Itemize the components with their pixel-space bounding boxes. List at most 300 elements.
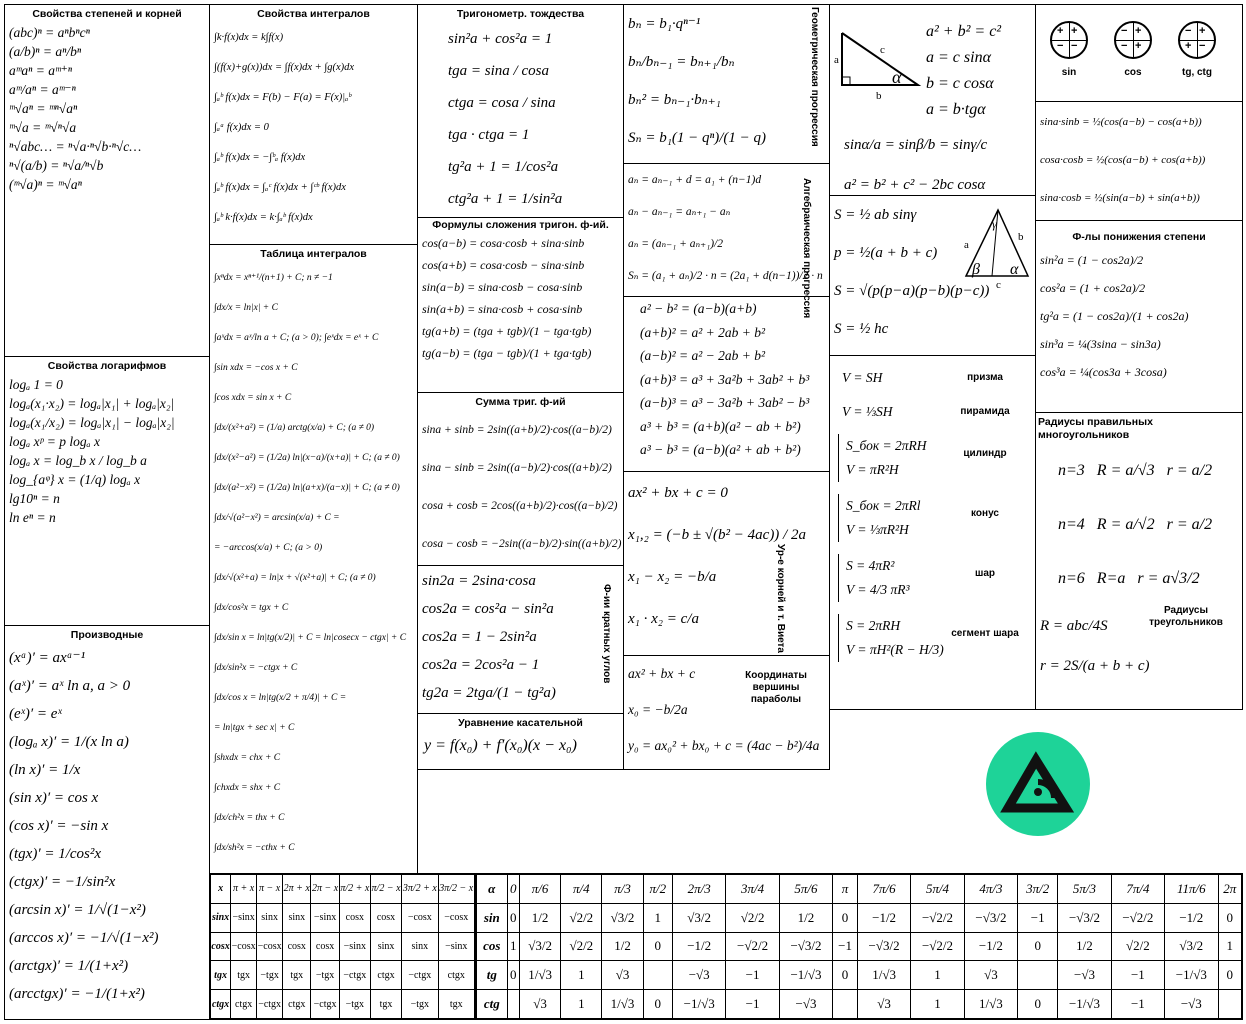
values-cell: −1: [1018, 903, 1058, 932]
quad-formula: x₁ − x₂ = −b/a: [628, 569, 717, 585]
reduction-cell: ctgx: [211, 990, 231, 1019]
values-cell: √2/2: [561, 903, 602, 932]
reduction-cell: −cosx: [231, 932, 257, 961]
quad-block: [623, 471, 830, 656]
products-formula: cosa·cosb = ½(cos(a−b) + cos(a+b)): [1040, 154, 1206, 166]
values-cell: √3: [602, 961, 643, 990]
solids-block: [829, 355, 1036, 710]
quad-formula: x₁,₂ = (−b ± √(b² − 4ac)) / 2a: [628, 527, 806, 543]
values-cell: [507, 990, 519, 1019]
values-cell: 1: [643, 903, 672, 932]
reduction-row: [211, 903, 475, 932]
derivs-list: [5, 644, 209, 1008]
intprops-formula: ∫ₐᵇ f(x)dx = −∫ᵇₐ f(x)dx: [214, 152, 306, 163]
derivs-formula: (arccos x)′ = −1/√(1−x²): [9, 930, 159, 946]
solid-row: [830, 362, 1035, 396]
arith-formula: aₙ = (aₙ₋₁ + aₙ₊₁)/2: [628, 238, 723, 250]
tangent-title: Уравнение касательной: [458, 717, 583, 729]
sums-formula: sina − sinb = 2sin((a−b)/2)·cos((a+b)/2): [422, 462, 612, 474]
right-triangle-diagram: [834, 23, 928, 102]
values-cell: −√3: [1058, 961, 1111, 990]
sums-title: Сумма триг. ф-ий: [475, 396, 566, 408]
reduction-cell: −ctgx: [257, 990, 283, 1019]
abbrev-formula: (a+b)³ = a³ + 3a²b + 3ab² + b³: [640, 371, 810, 387]
tri-label-c: c: [996, 279, 1001, 291]
trigid-title: Тригонометр. тождества: [456, 8, 585, 20]
solid-formula: V = πH²(R − H/3): [846, 642, 944, 657]
powers-formula: (abc)ⁿ = aⁿbⁿcⁿ: [9, 25, 90, 40]
reduction-cell: x: [211, 875, 231, 904]
inttable-formula: ∫dx/x = ln|x| + C: [214, 303, 278, 313]
values-cell: 0: [833, 903, 858, 932]
values-row: [477, 875, 1242, 904]
values-cell: −√3: [1165, 990, 1218, 1019]
values-cell: √3: [964, 961, 1017, 990]
values-cell: √2/2: [726, 903, 779, 932]
polygons-formula: n=4 R = a/√2 r = a/2: [1058, 516, 1213, 533]
reduction-cell: ctgx: [370, 961, 401, 990]
geom-formula: Sₙ = b₁(1 − qⁿ)/(1 − q): [628, 130, 767, 146]
values-cell: −√2/2: [726, 932, 779, 961]
right-tri-label-a: a: [834, 54, 839, 66]
reduction-cell: ctgx: [231, 990, 257, 1019]
sign-mark: +: [1057, 25, 1064, 37]
tangent-block: [417, 713, 624, 770]
reduce-formula: cos³a = ¼(cos3a + 3cosa): [1040, 365, 1167, 379]
addition-formula: cos(a−b) = cosa·cosb + sina·sinb: [422, 236, 585, 250]
values-cell: [1218, 990, 1242, 1019]
sign-label: cos: [1124, 67, 1142, 78]
trigid-formula: tga · ctga = 1: [448, 127, 530, 143]
tri-label-a: a: [964, 239, 969, 251]
values-cell: −1: [1111, 961, 1164, 990]
tri-label-b: b: [1018, 231, 1024, 243]
area-formula: p = ½(a + b + c): [834, 245, 938, 261]
derivs-formula: (cos x)′ = −sin x: [9, 818, 109, 834]
logs-formula: logₐ xᵖ = p logₐ x: [9, 434, 100, 449]
values-row: [477, 932, 1242, 961]
powers-title: Свойства степеней и корней: [32, 8, 182, 20]
values-cell: 2π: [1218, 875, 1242, 904]
intprops-formula: ∫ₐᵇ f(x)dx = ∫ₐᶜ f(x)dx + ∫ᶜᵇ f(x)dx: [214, 182, 346, 193]
values-cell: 0: [643, 990, 672, 1019]
intprops-formula: ∫k·f(x)dx = k∫f(x): [214, 32, 284, 43]
inttable-formula: ∫dx/cos²x = tgx + C: [214, 603, 289, 613]
reduction-cell: tgx: [370, 990, 401, 1019]
values-cell: −1: [1111, 990, 1164, 1019]
law-formula: a² = b² + c² − 2bc cosα: [844, 177, 986, 193]
signs-block: [1035, 4, 1243, 102]
arith-formula: aₙ = aₙ₋₁ + d = a₁ + (n−1)d: [628, 174, 762, 186]
solid-name: сегмент шара: [951, 628, 1019, 639]
values-cell: −√3/2: [1058, 903, 1111, 932]
reduction-cell: −cosx: [438, 903, 474, 932]
addition-formula: tg(a−b) = (tga − tgb)/(1 + tga·tgb): [422, 346, 592, 360]
intprops-formula: ∫ₐᵇ f(x)dx = F(b) − F(a) = F(x)|ₐᵇ: [214, 92, 352, 103]
inttable-formula: ∫cos xdx = sin x + C: [214, 393, 292, 403]
solid-formula: S = 2πRH: [846, 618, 901, 633]
products-formula: sina·sinb = ½(cos(a−b) − cos(a+b)): [1040, 116, 1202, 128]
powers-formula: ⁿ√abc… = ⁿ√a·ⁿ√b·ⁿ√c…: [9, 139, 142, 154]
sign-mark: +: [1135, 40, 1142, 52]
trigid-formula: ctg²a + 1 = 1/sin²a: [448, 191, 563, 207]
reduction-cell: tgx: [438, 990, 474, 1019]
solid-row: [830, 396, 1035, 430]
reduction-cell: sinx: [257, 903, 283, 932]
sign-mark: −: [1071, 40, 1078, 52]
right-formula: a = b·tgα: [926, 101, 986, 118]
multiple-title: Ф-ии кратных углов: [601, 584, 612, 684]
polygons-title: Радиусы правильных многоугольников: [1038, 416, 1153, 441]
sign-mark: +: [1071, 25, 1078, 37]
sign-label: sin: [1061, 67, 1077, 78]
values-cell: 5π/3: [1058, 875, 1111, 904]
sign-mark: +: [1199, 25, 1206, 37]
area-formula: S = ½ ab sinγ: [834, 207, 917, 223]
geom-list: [624, 5, 829, 157]
reduction-row: [211, 990, 475, 1019]
abbrev-formula: a³ + b³ = (a+b)(a² − ab + b²): [640, 418, 801, 434]
sign-circle: [1178, 21, 1216, 59]
abbrev-formula: (a−b)² = a² − 2ab + b²: [640, 348, 766, 363]
quad-formula: ax² + bx + c = 0: [628, 485, 728, 501]
values-row: [477, 961, 1242, 990]
powers-formula: ᵐ√a = ᵐ√ⁿ√a: [9, 120, 77, 135]
multiple-formula: cos2a = cos²a − sin²a: [422, 601, 554, 617]
reduction-cell: cosx: [211, 932, 231, 961]
tangent-formula: y = f(x₀) + f′(x₀)(x − x₀): [424, 737, 577, 754]
values-cell: √3/2: [520, 932, 561, 961]
values-cell: 0: [507, 961, 519, 990]
inttable-formula: ∫dx/sin²x = −ctgx + C: [214, 663, 298, 673]
trigid-list: [418, 23, 623, 215]
intprops-formula: ∫ₐᵇ k·f(x)dx = k·∫ₐᵇ f(x)dx: [214, 212, 313, 223]
sign-mark: −: [1057, 40, 1064, 52]
solid-formula: V = πR²H: [846, 462, 899, 477]
sums-block: [417, 392, 624, 566]
values-cell: [833, 990, 858, 1019]
reduction-cell: cosx: [311, 932, 339, 961]
values-table-block: [475, 873, 1243, 1020]
reduction-cell: sinx: [402, 932, 438, 961]
inttable-formula: ∫shxdx = chx + C: [214, 753, 281, 763]
polygons-block: [1035, 412, 1243, 710]
inttable-formula: ∫dx/ch²x = thx + C: [214, 813, 285, 823]
trigid-formula: tg²a + 1 = 1/cos²a: [448, 159, 559, 175]
values-cell: 0: [1018, 932, 1058, 961]
derivs-formula: (logₐ x)′ = 1/(x ln a): [9, 734, 129, 750]
values-cell: 1: [911, 961, 964, 990]
inttable-formula: ∫dx/cos x = ln|tg(x/2 + π/4)| + C =: [214, 693, 347, 703]
values-cell: √3: [520, 990, 561, 1019]
intprops-title: Свойства интегралов: [257, 8, 370, 20]
vertex-formula: y₀ = ax₀² + bx₀ + c = (4ac − b²)/4a: [628, 738, 820, 753]
multiple-formula: tg2a = 2tga/(1 − tg²a): [422, 685, 556, 701]
derivs-formula: (ln x)′ = 1/x: [9, 762, 81, 778]
solid-formula: V = SH: [842, 370, 883, 385]
law-list: [840, 125, 987, 205]
inttable-formula: ∫dx/(x²+a²) = (1/a) arctg(x/a) + C; (a ≠ 0): [214, 423, 375, 433]
arith-title: Алгебраическая прогрессия: [801, 178, 812, 319]
reduce-title: Ф-лы понижения степени: [1072, 231, 1206, 243]
multiple-formula: cos2a = 1 − 2sin²a: [422, 629, 537, 645]
values-cell: √2/2: [561, 932, 602, 961]
values-cell: −1/2: [672, 932, 725, 961]
powers-block: [4, 4, 210, 357]
sign-mark: +: [1185, 40, 1192, 52]
values-cell: −1/2: [1165, 903, 1218, 932]
reduction-cell: −cosx: [257, 932, 283, 961]
values-cell: π: [833, 875, 858, 904]
reduction-cell: −tgx: [402, 990, 438, 1019]
reduction-cell: −sinx: [339, 932, 370, 961]
inttable-formula: ∫aˣdx = aˣ/ln a + C; (a > 0); ∫eˣdx = eˣ + C: [214, 333, 379, 343]
geom-formula: bₙ² = bₙ₋₁·bₙ₊₁: [628, 92, 721, 108]
inttable-formula: = ln|tgx + sec x| + C: [214, 723, 295, 733]
polygons-list: [1036, 444, 1242, 606]
tri-label-gamma: γ: [992, 217, 997, 231]
reduction-row: [211, 961, 475, 990]
right-formula: a² + b² = c²: [926, 23, 1002, 40]
powers-formula: (ᵐ√a)ⁿ = ᵐ√aⁿ: [9, 177, 82, 192]
arith-list: [624, 164, 829, 292]
values-cell: tg: [477, 961, 508, 990]
law-formula: sinα/a = sinβ/b = sinγ/c: [844, 137, 988, 153]
reduce-formula: cos²a = (1 + cos2a)/2: [1040, 281, 1146, 295]
reduction-cell: −sinx: [311, 903, 339, 932]
reduction-cell: π − x: [257, 875, 283, 904]
values-cell: 1/2: [602, 932, 643, 961]
solid-row: [830, 430, 1035, 490]
logs-formula: log_{aᵠ} x = (1/q) logₐ x: [9, 472, 141, 487]
values-cell: 1/√3: [602, 990, 643, 1019]
values-cell: α: [477, 875, 508, 904]
solid-row: [830, 490, 1035, 550]
derivs-formula: (arcsin x)′ = 1/√(1−x²): [9, 902, 146, 918]
values-cell: 7π/6: [857, 875, 910, 904]
reduction-cell: −tgx: [339, 990, 370, 1019]
intprops-formula: ∫(f(x)+g(x))dx = ∫f(x)dx + ∫g(x)dx: [214, 62, 355, 73]
polygons-formula: n=3 R = a/√3 r = a/2: [1058, 462, 1213, 479]
powers-list: [5, 23, 209, 194]
values-cell: 2π/3: [672, 875, 725, 904]
values-cell: −1/2: [964, 932, 1017, 961]
multiple-block: [417, 565, 624, 714]
values-cell: 1/√3: [520, 961, 561, 990]
solid-name: призма: [967, 372, 1003, 383]
reduction-cell: sinx: [211, 903, 231, 932]
addition-block: [417, 217, 624, 393]
addition-title: Формулы сложения тригон. ф-ий.: [432, 219, 609, 231]
values-cell: π/6: [520, 875, 561, 904]
logs-formula: ln eⁿ = n: [9, 510, 56, 525]
values-cell: −1: [726, 961, 779, 990]
derivs-block: [4, 625, 210, 1020]
solid-formula: V = ⅓πR²H: [846, 522, 909, 537]
addition-formula: cos(a+b) = cosa·cosb − sina·sinb: [422, 258, 585, 272]
sums-formula: cosa − cosb = −2sin((a−b)/2)·sin((a+b)/2): [422, 538, 622, 550]
solid-formula: V = 4/3 πR³: [846, 582, 910, 597]
tri-label-alpha: α: [1010, 261, 1019, 278]
values-row: [477, 990, 1242, 1019]
values-cell: −√3/2: [964, 903, 1017, 932]
reduction-cell: cosx: [339, 903, 370, 932]
values-cell: [1018, 961, 1058, 990]
sums-list: [418, 411, 623, 563]
inttable-list: [210, 263, 417, 863]
logs-formula: logₐ(x₁·x₂) = logₐ|x₁| + logₐ|x₂|: [9, 396, 175, 411]
values-cell: π/3: [602, 875, 643, 904]
values-cell: 4π/3: [964, 875, 1017, 904]
solid-formula: S = 4πR²: [846, 558, 895, 573]
intprops-formula: ∫ₐᵃ f(x)dx = 0: [214, 122, 269, 133]
reduction-cell: 3π/2 − x: [438, 875, 474, 904]
inttable-title: Таблица интегралов: [260, 248, 367, 260]
reduction-table: [210, 874, 475, 1019]
values-cell: −√2/2: [911, 932, 964, 961]
inttable-formula: ∫xⁿdx = xⁿ⁺¹/(n+1) + C; n ≠ −1: [214, 273, 333, 283]
values-cell: 1: [561, 990, 602, 1019]
inttable-formula: ∫dx/√(x²+a) = ln|x + √(x²+a)| + C; (a ≠ 0): [214, 573, 376, 583]
reduction-cell: −ctgx: [402, 961, 438, 990]
right-triangle-block: [829, 4, 1036, 196]
reduction-cell: π + x: [231, 875, 257, 904]
values-cell: −1/√3: [1058, 990, 1111, 1019]
values-cell: 1/√3: [857, 961, 910, 990]
sign-mark: −: [1199, 40, 1206, 52]
inttable-formula: = −arccos(x/a) + C; (a > 0): [214, 543, 323, 553]
solid-formula: V = ⅓SH: [842, 404, 893, 419]
vertex-formula: x₀ = −b/2a: [628, 702, 688, 717]
geom-block: [623, 4, 830, 164]
solid-row: [830, 610, 1035, 670]
geom-formula: bₙ = b₁·qⁿ⁻¹: [628, 16, 701, 32]
powers-formula: (a/b)ⁿ = aⁿ/bⁿ: [9, 44, 82, 59]
intprops-list: [210, 23, 417, 233]
trigid-formula: ctga = cosa / sina: [448, 95, 556, 111]
addition-formula: sin(a+b) = sina·cosb + cosa·sinb: [422, 302, 583, 316]
addition-list: [418, 232, 623, 364]
values-cell: 0: [1218, 903, 1242, 932]
logs-formula: logₐ 1 = 0: [9, 377, 63, 392]
triangle-diagram: [958, 204, 1034, 291]
reduce-formula: sin²a = (1 − cos2a)/2: [1040, 253, 1144, 267]
values-cell: 0: [1018, 990, 1058, 1019]
addition-formula: sin(a−b) = sina·cosb − cosa·sinb: [422, 280, 583, 294]
values-table: [476, 874, 1242, 1019]
sign-mark: −: [1185, 25, 1192, 37]
inttable-formula: ∫dx/√(a²−x²) = arcsin(x/a) + C =: [214, 513, 340, 523]
reduction-cell: −ctgx: [339, 961, 370, 990]
solid-name: пирамида: [960, 406, 1010, 417]
derivs-formula: (ctgx)′ = −1/sin²x: [9, 874, 116, 890]
quad-list: [624, 472, 829, 640]
derivs-formula: (sin x)′ = cos x: [9, 790, 99, 806]
inttable-formula: ∫dx/(a²−x²) = (1/2a) ln|(a+x)/(a−x)| + C; (a ≠ 0): [214, 483, 400, 493]
triangles-title: Радиусы треугольников: [1149, 605, 1223, 628]
values-cell: cos: [477, 932, 508, 961]
logs-title: Свойства логарифмов: [47, 360, 167, 372]
powers-formula: aᵐaⁿ = aᵐ⁺ⁿ: [9, 63, 72, 78]
derivs-formula: (arcctgx)′ = −1/(1+x²): [9, 986, 145, 1002]
reduction-row: [211, 875, 475, 904]
sign-mark: +: [1135, 25, 1142, 37]
logs-formula: logₐ(x₁/x₂) = logₐ|x₁| − logₐ|x₂|: [9, 415, 175, 430]
inttable-formula: ∫dx/sh²x = −cthx + C: [214, 843, 295, 853]
values-cell: √3: [857, 990, 910, 1019]
values-cell: −1: [833, 932, 858, 961]
reduction-cell: ctgx: [438, 961, 474, 990]
sign-mark: −: [1121, 25, 1128, 37]
solid-row: [830, 550, 1035, 610]
solid-name: цилиндр: [963, 448, 1007, 459]
geom-formula: bₙ/bₙ₋₁ = bₙ₊₁/bₙ: [628, 54, 735, 70]
powers-formula: ⁿ√(a/b) = ⁿ√a/ⁿ√b: [9, 158, 104, 173]
derivs-formula: (xᵃ)′ = axᵃ⁻¹: [9, 650, 86, 666]
values-cell: −√3: [779, 990, 832, 1019]
values-cell: π/4: [561, 875, 602, 904]
abbrev-formula: a² − b² = (a−b)(a+b): [640, 301, 757, 316]
reduction-cell: 2π + x: [283, 875, 311, 904]
reduction-cell: π/2 + x: [339, 875, 370, 904]
reduction-cell: −sinx: [231, 903, 257, 932]
abbrev-formula: (a−b)³ = a³ − 3a²b + 3ab² − b³: [640, 395, 810, 410]
values-cell: 11π/6: [1165, 875, 1218, 904]
reduction-cell: ctgx: [283, 990, 311, 1019]
values-cell: −√3: [672, 961, 725, 990]
values-cell: 5π/4: [911, 875, 964, 904]
values-cell: −1: [726, 990, 779, 1019]
reduction-cell: tgx: [231, 961, 257, 990]
derivs-formula: (aˣ)′ = aˣ ln a, a > 0: [9, 678, 131, 694]
reduce-list: [1036, 246, 1242, 386]
values-cell: ctg: [477, 990, 508, 1019]
powers-formula: aᵐ/aⁿ = aᵐ⁻ⁿ: [9, 82, 76, 97]
solid-formula: S_бок = 2πRl: [846, 498, 921, 513]
reduction-cell: sinx: [283, 903, 311, 932]
values-cell: 1/√3: [964, 990, 1017, 1019]
sign-mark: −: [1121, 40, 1128, 52]
abbrev-block: [623, 296, 830, 472]
reduction-cell: −tgx: [257, 961, 283, 990]
inttable-formula: ∫sin xdx = −cos x + C: [214, 363, 298, 373]
sums-formula: sina + sinb = 2sin((a+b)/2)·cos((a−b)/2): [422, 424, 612, 436]
vertex-title: Координаты вершины параболы: [745, 670, 807, 705]
values-cell: sin: [477, 903, 508, 932]
logo: [986, 732, 1090, 836]
arith-formula: aₙ − aₙ₋₁ = aₙ₊₁ − aₙ: [628, 206, 731, 218]
multiple-formula: cos2a = 2cos²a − 1: [422, 657, 540, 673]
derivs-title: Производные: [70, 629, 144, 641]
values-cell: 0: [507, 875, 519, 904]
values-cell: √3/2: [672, 903, 725, 932]
sign-circle: [1114, 21, 1152, 59]
reduction-table-block: [209, 873, 476, 1020]
values-cell: π/2: [643, 875, 672, 904]
reduction-cell: −sinx: [438, 932, 474, 961]
values-cell: 3π/4: [726, 875, 779, 904]
right-formula: b = c cosα: [926, 75, 994, 92]
values-cell: −√2/2: [1111, 903, 1164, 932]
right-list: [922, 19, 1001, 123]
derivs-formula: (eˣ)′ = eˣ: [9, 706, 62, 722]
reduction-cell: 3π/2 + x: [402, 875, 438, 904]
triangles-formula: R = abc/4S: [1040, 618, 1108, 634]
values-cell: −1/√3: [672, 990, 725, 1019]
vertex-formula: ax² + bx + c: [628, 666, 696, 681]
solid-formula: S_бок = 2πRH: [846, 438, 927, 453]
logo-icon: [986, 732, 1090, 836]
